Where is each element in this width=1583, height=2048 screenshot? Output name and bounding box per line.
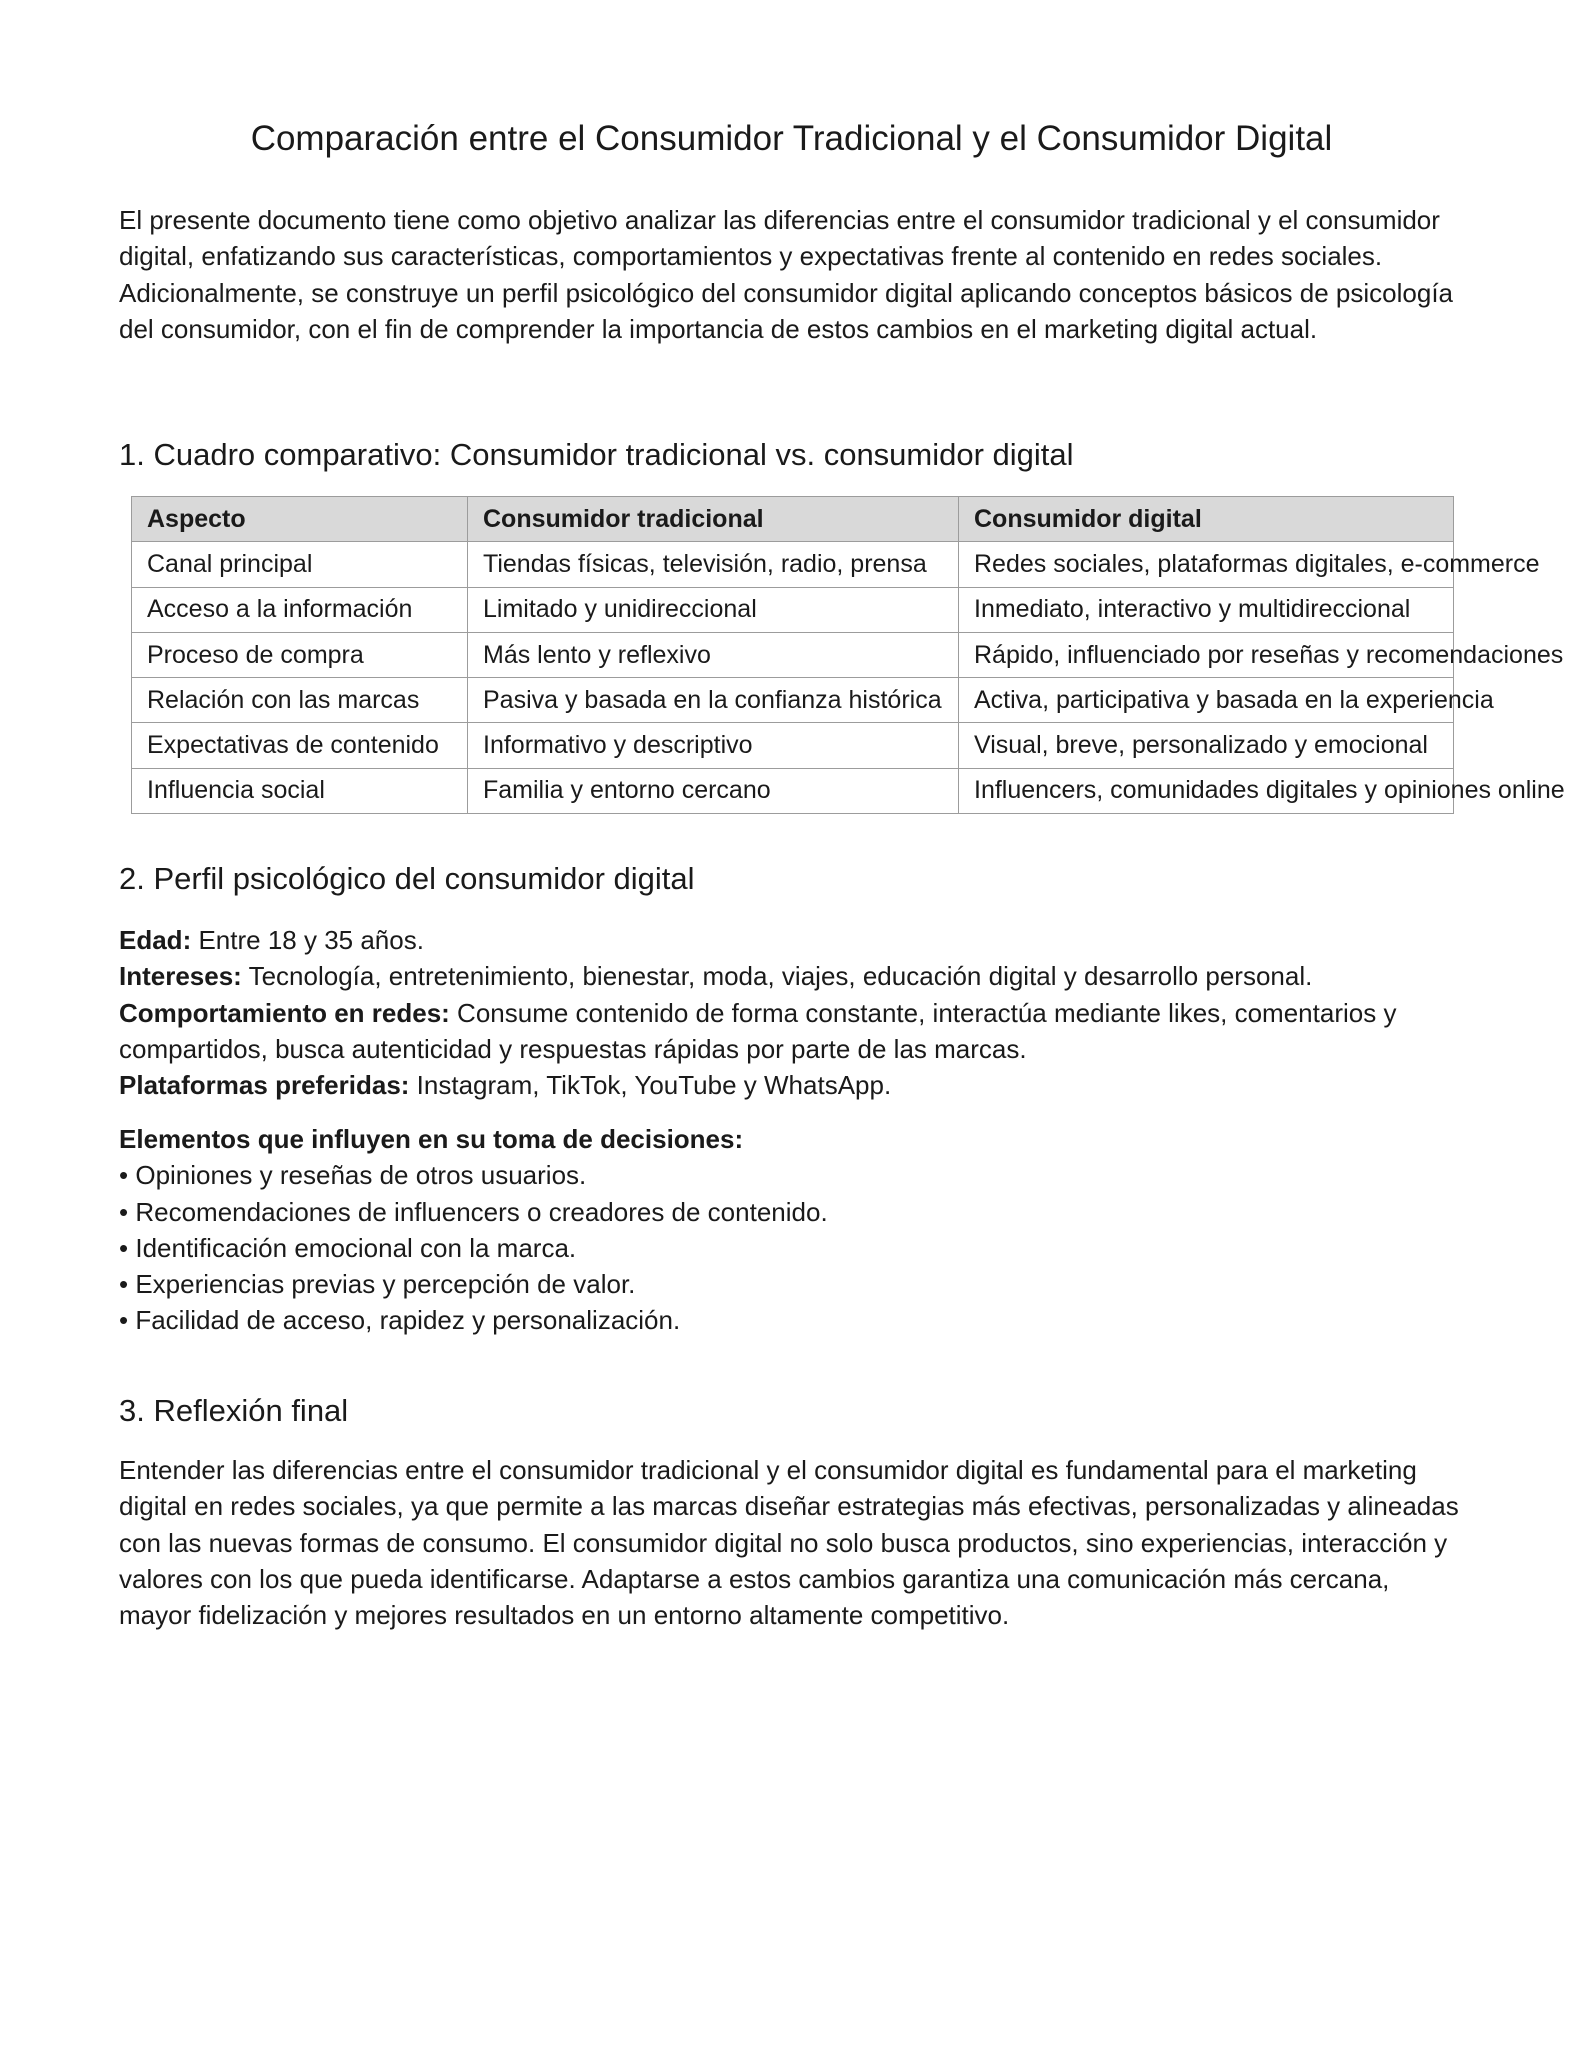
section-3-heading: 3. Reflexión final xyxy=(119,1393,349,1428)
comparison-table xyxy=(131,496,1565,814)
document-title: Comparación entre el Consumidor Tradicional y el Consumidor Digital xyxy=(250,119,1333,158)
list-item-text: Recomendaciones de influencers o creadores de contenido. xyxy=(135,1196,828,1227)
intro-paragraph: El presente documento tiene como objetivo analizar las diferencias entre el consumidor tradicional y el consumidor digital, enfatizando sus características, comportamientos y expectativas frente al contenido en redes sociales. Adicionalmente, se construye un perfil psicológico del consumidor digital aplicando conceptos básicos de psicología del consumidor, con el fin de comprender la importancia de estos cambios en el marketing digital actual. xyxy=(119,205,1453,344)
table-cell: Tiendas físicas, televisión, radio, prensa xyxy=(468,542,959,587)
list-item-text: Facilidad de acceso, rapidez y personalización. xyxy=(135,1305,681,1336)
profile-value: Tecnología, entretenimiento, bienestar, moda, viajes, educación digital y desarrollo personal. xyxy=(241,961,1313,992)
table-cell: Influencia social xyxy=(132,768,468,813)
table-cell: Limitado y unidireccional xyxy=(468,587,959,632)
profile-label: Comportamiento en redes: xyxy=(119,997,450,1028)
list-item xyxy=(119,1194,1464,1230)
header-consumidor-tradicional: Consumidor tradicional xyxy=(468,497,959,542)
decision-elements xyxy=(119,1121,1464,1339)
table-cell: Influencers, comunidades digitales y opiniones online xyxy=(959,768,1454,813)
bullet-icon: • xyxy=(119,1232,129,1263)
table-cell: Proceso de compra xyxy=(132,632,468,677)
header-aspecto: Aspecto xyxy=(132,497,468,542)
list-item-text: Opiniones y reseñas de otros usuarios. xyxy=(135,1160,587,1191)
table-cell: Relación con las marcas xyxy=(132,678,468,723)
table-row xyxy=(132,542,1454,587)
table-cell: Más lento y reflexivo xyxy=(468,632,959,677)
header-consumidor-digital: Consumidor digital xyxy=(959,497,1454,542)
table-cell: Canal principal xyxy=(132,542,468,587)
table-cell: Informativo y descriptivo xyxy=(468,723,959,768)
section-2-heading: 2. Perfil psicológico del consumidor digital xyxy=(119,861,695,896)
table-row xyxy=(132,678,1454,723)
table-cell: Redes sociales, plataformas digitales, e-commerce xyxy=(959,542,1454,587)
profile-value: Instagram, TikTok, YouTube y WhatsApp. xyxy=(409,1070,892,1101)
table-cell: Familia y entorno cercano xyxy=(468,768,959,813)
bullet-icon: • xyxy=(119,1160,129,1191)
table-cell: Inmediato, interactivo y multidireccional xyxy=(959,587,1454,632)
profile-line-comportamiento xyxy=(119,995,1464,1068)
profile-label: Edad: xyxy=(119,925,192,955)
list-item-text: Identificación emocional con la marca. xyxy=(135,1232,577,1263)
profile-value: Consume contenido de forma constante, interactúa mediante likes, comentarios y compartidos, busca autenticidad y respuestas rápidas por parte de las marcas. xyxy=(119,997,1397,1064)
bullet-icon: • xyxy=(119,1196,129,1227)
profile-label: Plataformas preferidas: xyxy=(119,1070,410,1101)
table-cell: Pasiva y basada en la confianza histórica xyxy=(468,678,959,723)
list-item xyxy=(119,1302,1464,1338)
profile-value: Entre 18 y 35 años. xyxy=(191,925,424,955)
table-row xyxy=(132,587,1454,632)
table-row xyxy=(132,723,1454,768)
section-1-heading: 1. Cuadro comparativo: Consumidor tradicional vs. consumidor digital xyxy=(119,437,1074,472)
table-cell: Visual, breve, personalizado y emocional xyxy=(959,723,1454,768)
list-item xyxy=(119,1230,1464,1266)
list-item xyxy=(119,1266,1464,1302)
table-header-row xyxy=(132,497,1454,542)
profile-line-intereses xyxy=(119,958,1464,994)
table-row xyxy=(132,768,1454,813)
profile-label: Intereses: xyxy=(119,961,242,992)
table-cell: Rápido, influenciado por reseñas y recomendaciones xyxy=(959,632,1454,677)
consumer-profile xyxy=(119,922,1464,1103)
bullet-icon: • xyxy=(119,1269,129,1300)
table-row xyxy=(132,632,1454,677)
comparison-table-container xyxy=(131,496,1565,822)
table-cell: Activa, participativa y basada en la experiencia xyxy=(959,678,1454,723)
decision-elements-list xyxy=(119,1157,1464,1338)
profile-line-plataformas xyxy=(119,1067,1464,1103)
final-reflection-paragraph: Entender las diferencias entre el consumidor tradicional y el consumidor digital es fundamental para el marketing digital en redes sociales, ya que permite a las marcas diseñar estrategias más efectivas, personalizadas y alineadas con las nuevas formas de consumo. El consumidor digital no solo busca productos, sino experiencias, interacción y valores con los que pueda identificarse. Adaptarse a estos cambios garantiza una comunicación más cercana, mayor fidelización y mejores resultados en un entorno altamente competitivo. xyxy=(119,1455,1459,1631)
bullet-icon: • xyxy=(119,1305,129,1336)
table-cell: Acceso a la información xyxy=(132,587,468,632)
decision-elements-heading: Elementos que influyen en su toma de decisiones: xyxy=(119,1124,744,1154)
profile-line-edad xyxy=(119,922,1464,958)
list-item xyxy=(119,1157,1464,1193)
table-cell: Expectativas de contenido xyxy=(132,723,468,768)
list-item-text: Experiencias previas y percepción de valor. xyxy=(135,1269,636,1300)
